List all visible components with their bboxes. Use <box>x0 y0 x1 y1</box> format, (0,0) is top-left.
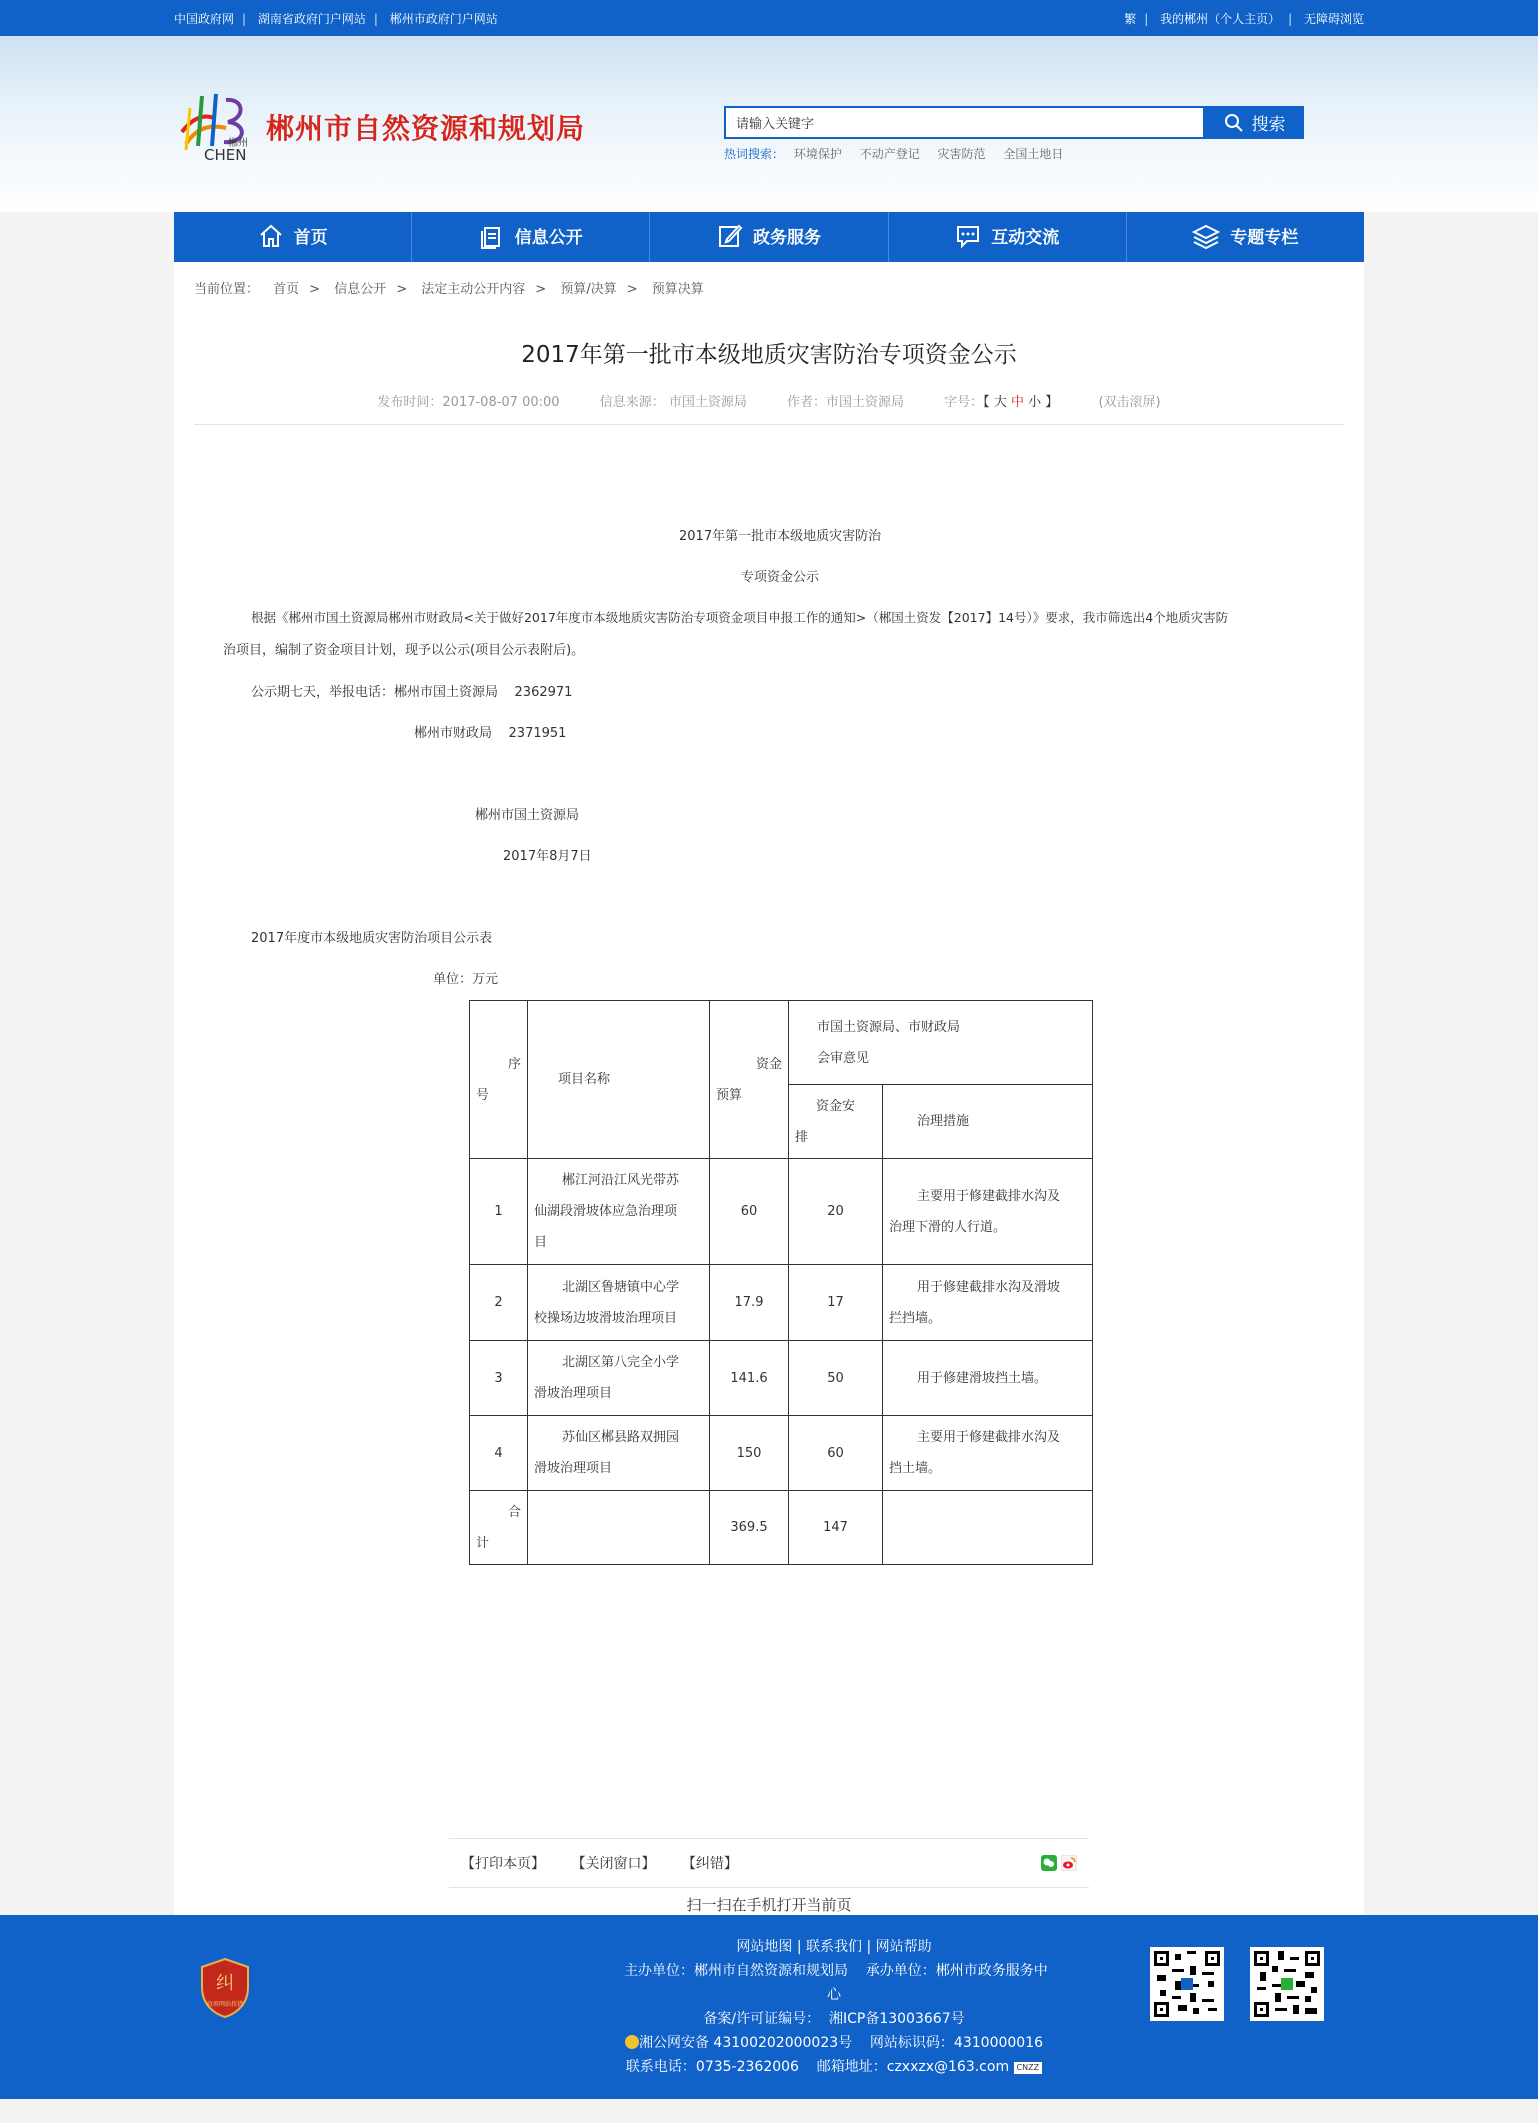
body-para-1-cont: 治项目，编制了资金项目计划，现予以公示(项目公示表附后)。 <box>223 643 585 658</box>
header-text: 资金 <box>755 1056 782 1072</box>
cell-text: 滑坡治理项目 <box>534 1386 613 1401</box>
search-area <box>724 106 1304 162</box>
cell-name <box>528 1265 710 1341</box>
cell-total-budget: 369.5 <box>710 1491 789 1565</box>
cell-text: 主要用于修建截排水沟及 <box>917 1188 1061 1204</box>
signature-org: 郴州市国土资源局 <box>475 808 580 823</box>
top-bar <box>0 0 1538 36</box>
nav-label: 首页 <box>293 228 328 248</box>
footer-host-cont: 心 <box>827 1987 841 2003</box>
nav-gov-service[interactable] <box>650 209 888 262</box>
cell-total-label <box>470 1491 528 1565</box>
svg-text:纠: 纠 <box>216 1973 234 1994</box>
hot-word[interactable]: 灾害防范 <box>937 147 986 161</box>
breadcrumb-sep: > <box>626 282 638 297</box>
cell-text: 校操场边坡滑坡治理项目 <box>534 1310 678 1326</box>
cell-text: 北湖区鲁塘镇中心学 <box>562 1279 680 1295</box>
hot-words <box>724 145 1304 162</box>
breadcrumb-item[interactable]: 首页 <box>273 282 300 297</box>
nav-home[interactable] <box>174 209 412 262</box>
body-para-2: 公示期七天，举报电话：郴州市国土资源局 2362971 <box>251 685 573 700</box>
hot-word[interactable]: 全国土地日 <box>1003 147 1064 161</box>
header-arrange <box>789 1085 883 1159</box>
top-right-links: 繁 | 我的郴州（个人主页） | 无障碍浏览 <box>1124 11 1364 26</box>
cell-text: 滑坡治理项目 <box>534 1461 613 1476</box>
cell-budget: 17.9 <box>710 1265 789 1341</box>
breadcrumb-item[interactable]: 法定主动公开内容 <box>421 282 526 297</box>
site-title: 郴州市自然资源和规划局 <box>266 112 586 145</box>
cell-arrange: 50 <box>789 1341 883 1416</box>
search-button[interactable] <box>1205 106 1304 139</box>
breadcrumb-sep: > <box>309 282 321 297</box>
bracket: 【 <box>983 395 990 410</box>
header-text: 排 <box>795 1129 809 1145</box>
table-total-row <box>470 1491 1093 1565</box>
header-review <box>789 1001 1093 1085</box>
hot-word[interactable]: 不动产登记 <box>859 147 920 161</box>
cell-text: 合 <box>507 1504 521 1520</box>
author: 作者：市国土资源局 <box>786 395 904 410</box>
cell-text: 用于修建截排水沟及滑坡 <box>917 1279 1061 1295</box>
breadcrumb <box>174 262 1364 308</box>
gov-website-error-badge[interactable] <box>198 1957 252 2019</box>
weibo-icon[interactable] <box>1061 1855 1077 1871</box>
cell-no: 4 <box>470 1416 528 1491</box>
nav-label: 政务服务 <box>753 228 821 248</box>
nav-info-open[interactable] <box>412 209 650 262</box>
font-label: 字号： <box>944 395 984 410</box>
nav-interaction[interactable] <box>889 209 1127 262</box>
traditional-chinese-link[interactable]: 繁 <box>1124 11 1137 26</box>
search-button-label: 搜索 <box>1251 115 1286 135</box>
header-text: 预算 <box>716 1087 743 1103</box>
cell-arrange: 60 <box>789 1416 883 1491</box>
site-logo[interactable] <box>174 88 585 166</box>
cell-text: 郴江河沿江风光带苏 <box>562 1173 680 1188</box>
signature-date: 2017年8月7日 <box>503 849 592 864</box>
table-row <box>470 1341 1093 1416</box>
publish-time: 发布时间：2017-08-07 00:00 <box>377 395 560 410</box>
table-row <box>470 1416 1093 1491</box>
nav-label: 互动交流 <box>991 228 1060 248</box>
police-badge-icon <box>625 2035 639 2049</box>
footer-icp[interactable]: 备案/许可证编号： 湘ICP备13003667号 <box>703 2011 965 2027</box>
header-budget <box>710 1001 789 1159</box>
double-click-scroll[interactable]: (双击滚屏) <box>1098 395 1161 410</box>
footer-police <box>624 2031 1044 2055</box>
edit-icon <box>717 223 743 249</box>
cell-arrange: 20 <box>789 1159 883 1265</box>
footer-info <box>624 1935 1048 2079</box>
cell-text: 挡土墙。 <box>889 1461 942 1476</box>
cell-measure <box>883 1416 1093 1491</box>
accessibility-link[interactable]: 无障碍浏览 <box>1303 11 1364 26</box>
unit-label: 单位：万元 <box>433 972 499 987</box>
body-para-1: 根据《郴州市国土资源局郴州市财政局<关于做好2017年度市本级地质灾害防治专项资金项目申报工作的通知>（郴国土资发【2017】14号）》要求，我市筛选出4个地质灾害防 <box>251 610 1229 625</box>
header-no <box>470 1001 528 1159</box>
divider <box>194 424 1344 425</box>
article-title: 2017年第一批市本级地质灾害防治专项资金公示 <box>521 342 1017 368</box>
breadcrumb-sep: > <box>535 282 547 297</box>
footer-qr-code-2 <box>1250 1947 1324 2021</box>
cell-no: 3 <box>470 1341 528 1416</box>
table-row <box>470 1265 1093 1341</box>
document-icon <box>479 223 505 249</box>
font-mid[interactable]: 中 <box>1010 395 1024 410</box>
cell-measure: 用于修建滑坡挡土墙。 <box>883 1341 1093 1416</box>
table-caption: 2017年度市本级地质灾害防治项目公示表 <box>251 931 493 946</box>
print-button[interactable]: 【打印本页】 <box>461 1856 545 1872</box>
nav-label: 信息公开 <box>514 228 583 248</box>
footer-links[interactable]: 网站地图 | 联系我们 | 网站帮助 <box>736 1939 932 1955</box>
body-heading-1: 2017年第一批市本级地质灾害防治 <box>679 529 882 544</box>
table-row <box>470 1159 1093 1265</box>
search-input[interactable] <box>724 106 1205 139</box>
body-heading-2: 专项资金公示 <box>741 570 820 585</box>
footer-police-text: 湘公网安备 43100202000023号 网站标识码：4310000016 <box>638 2035 1044 2051</box>
breadcrumb-item[interactable]: 信息公开 <box>334 282 387 297</box>
article-meta <box>174 391 1364 410</box>
header-name: 项目名称 <box>528 1001 710 1159</box>
breadcrumb-label: 当前位置： <box>194 282 260 297</box>
cell-text: 仙湖段滑坡体应急治理项 <box>534 1204 678 1219</box>
site-footer <box>0 1915 1538 2099</box>
cnzz-badge[interactable]: CNZZ <box>1014 2062 1043 2074</box>
font-big[interactable]: 大 <box>993 395 1007 410</box>
footer-contact <box>624 2055 1044 2079</box>
scan-hint: 扫一扫在手机打开当前页 <box>686 1896 852 1914</box>
link-chenzhou-gov[interactable]: 郴州市政府门户网站 <box>389 11 498 26</box>
table-header-row <box>470 1001 1093 1085</box>
footer-qr-code-1 <box>1150 1947 1224 2021</box>
header-text: 资金安 <box>815 1098 855 1114</box>
logo-mark-icon <box>174 88 256 166</box>
main-content <box>174 262 1364 1915</box>
main-nav <box>174 209 1364 262</box>
info-source: 信息来源： 市国土资源局 <box>599 395 747 410</box>
breadcrumb-sep: > <box>396 282 408 297</box>
cell-name <box>528 1159 710 1265</box>
body-para-3: 郴州市财政局 2371951 <box>414 726 567 741</box>
cell-no: 2 <box>470 1265 528 1341</box>
font-small[interactable]: 小 <box>1028 395 1042 410</box>
logo-sub-text: 郴州 <box>228 138 248 149</box>
cell-name <box>528 1416 710 1491</box>
header-text: 序 <box>507 1056 521 1072</box>
cell-text: 目 <box>534 1235 548 1250</box>
nav-label: 专题专栏 <box>1230 228 1299 248</box>
breadcrumb-item[interactable]: 预算/决算 <box>560 282 617 297</box>
site-header <box>0 36 1538 212</box>
nav-special[interactable] <box>1127 209 1364 262</box>
cell-empty <box>528 1491 710 1565</box>
hot-word[interactable]: 环境保护 <box>793 147 842 161</box>
cell-empty <box>883 1491 1093 1565</box>
breadcrumb-item[interactable]: 预算决算 <box>651 282 704 297</box>
cell-no: 1 <box>470 1159 528 1265</box>
chat-icon <box>955 223 981 249</box>
cell-measure <box>883 1265 1093 1341</box>
footer-contact-text: 联系电话：0735-2362006 邮箱地址：czxxzx@163.com <box>625 2059 1010 2075</box>
cell-text: 苏仙区郴县路双拥园 <box>562 1430 680 1445</box>
badge-text: 政府网站找错 <box>206 2001 243 2008</box>
cell-budget: 60 <box>710 1159 789 1265</box>
cell-text: 主要用于修建截排水沟及 <box>917 1430 1061 1445</box>
header-measure: 治理措施 <box>883 1085 1093 1159</box>
footer-host: 主办单位：郴州市自然资源和规划局 承办单位：郴州市政务服务中 <box>624 1963 1048 1979</box>
cell-total-arrange: 147 <box>789 1491 883 1565</box>
cell-name <box>528 1341 710 1416</box>
link-gov-cn[interactable]: 中国政府网 <box>174 11 235 26</box>
cell-text: 计 <box>476 1535 490 1551</box>
search-icon <box>1224 113 1244 133</box>
cell-budget: 141.6 <box>710 1341 789 1416</box>
cell-text: 北湖区第八完全小学 <box>562 1355 680 1370</box>
cell-measure <box>883 1159 1093 1265</box>
top-links: 中国政府网 | 湖南省政府门户网站 | 郴州市政府门户网站 <box>174 11 498 26</box>
hot-label: 热词搜索： <box>724 147 785 161</box>
bracket: 】 <box>1045 395 1059 410</box>
home-icon <box>258 223 284 249</box>
my-chenzhou-link[interactable]: 我的郴州（个人主页） <box>1160 11 1281 26</box>
layers-icon <box>1192 223 1220 249</box>
cell-text: 治理下滑的人行道。 <box>889 1219 1007 1235</box>
project-table <box>469 1000 1093 1565</box>
cell-arrange: 17 <box>789 1265 883 1341</box>
link-hunan-gov[interactable]: 湖南省政府门户网站 <box>257 11 366 26</box>
font-size-control <box>944 395 1058 410</box>
error-report-button[interactable]: 【纠错】 <box>681 1856 738 1872</box>
wechat-icon[interactable] <box>1041 1855 1057 1871</box>
header-text: 市国土资源局、市财政局 <box>817 1019 961 1035</box>
close-window-button[interactable]: 【关闭窗口】 <box>571 1856 656 1872</box>
cell-text: 拦挡墙。 <box>889 1310 942 1326</box>
header-text: 会审意见 <box>817 1050 870 1066</box>
cell-budget: 150 <box>710 1416 789 1491</box>
logo-en-text: CHEN <box>204 146 247 164</box>
header-text: 号 <box>476 1087 490 1103</box>
